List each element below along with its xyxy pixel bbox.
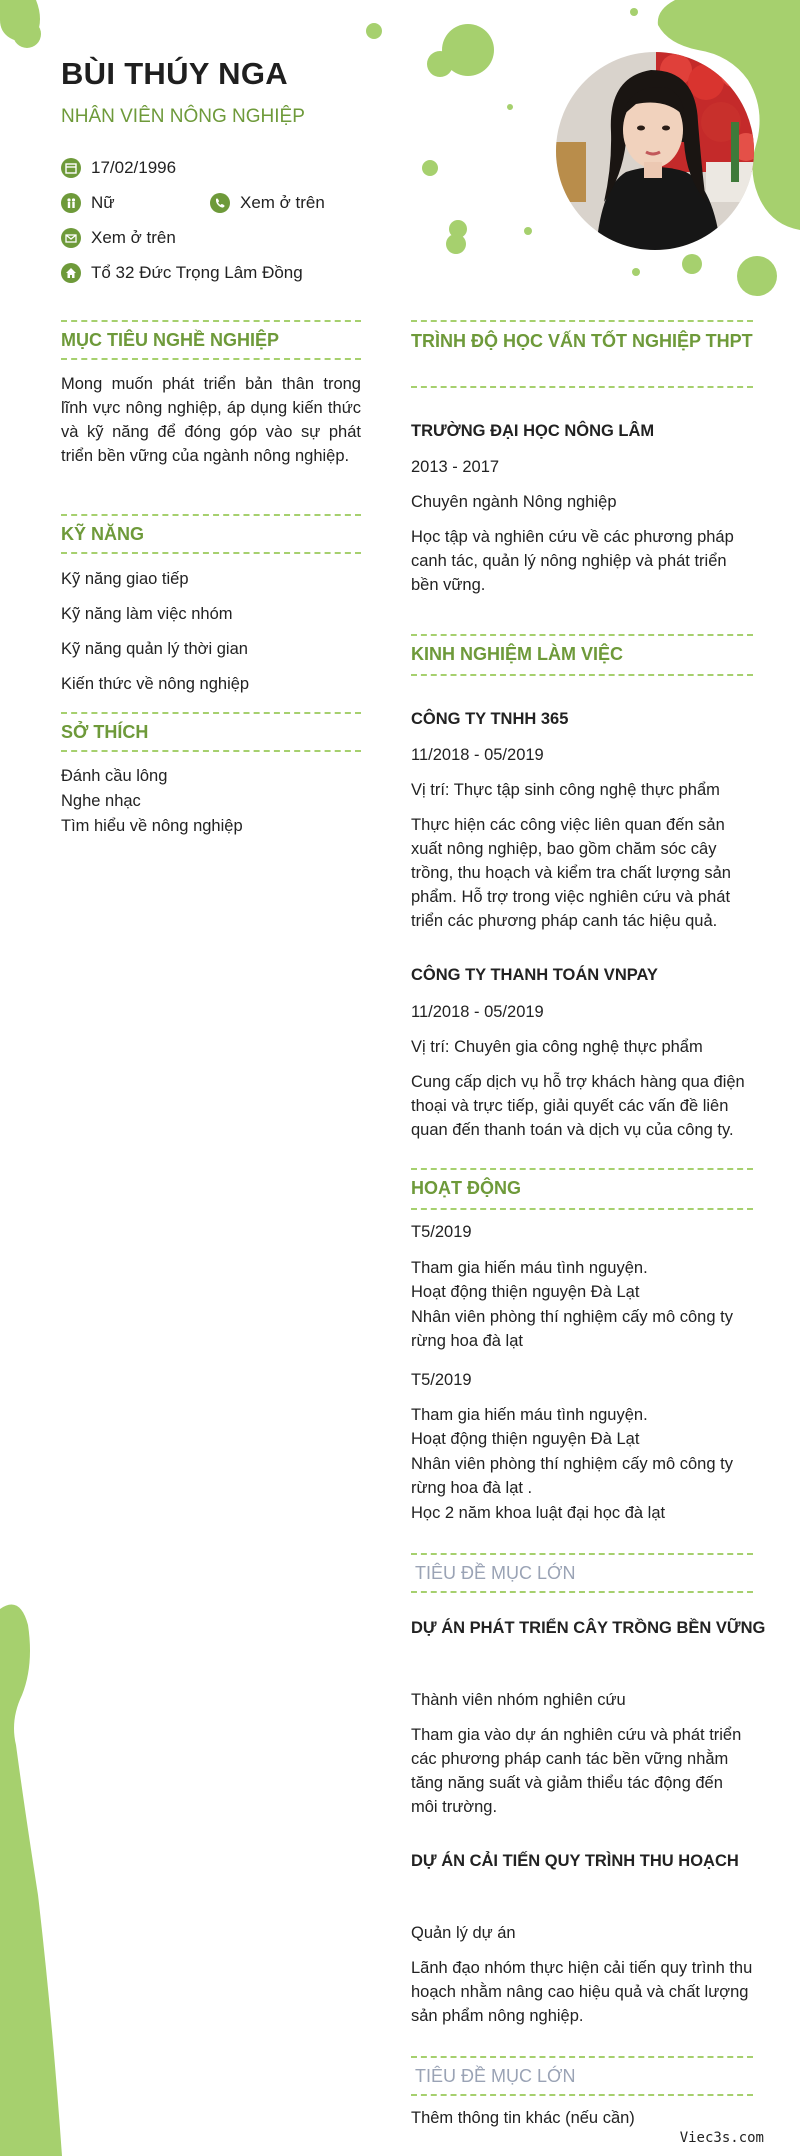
project-role: Thành viên nhóm nghiên cứu <box>411 1691 626 1709</box>
activity-line: Tham gia hiến máu tình nguyện. <box>411 1259 648 1277</box>
other-text: Thêm thông tin khác (nếu cần) <box>411 2109 635 2127</box>
watermark-text: Viec3s.com <box>679 2130 764 2146</box>
activity-line: Nhân viên phòng thí nghiệm cấy mô công ty rừng hoa đà lạt . <box>411 1455 733 1497</box>
info-address <box>61 263 303 283</box>
project-description: Tham gia vào dự án nghiên cứu và phát triển các phương pháp canh tác bền vững nhằm tăng năng suất và giảm thiểu tác động đến môi trường. <box>411 1726 742 1816</box>
skill-item: Kiến thức về nông nghiệp <box>61 675 250 693</box>
activity-line: Tham gia hiến máu tình nguyện. <box>411 1406 648 1424</box>
education-heading: TRÌNH ĐỘ HỌC VẤN TỐT NGHIỆP THPT <box>411 320 753 388</box>
info-birthday <box>61 158 176 178</box>
other-heading: TIÊU ĐỀ MỤC LỚN <box>411 2056 753 2096</box>
phone-value: Xem ở trên <box>240 193 325 212</box>
info-email <box>61 228 176 248</box>
skill-item: Kỹ năng làm việc nhóm <box>61 605 233 623</box>
job-description: Thực hiện các công việc liên quan đến sản xuất nông nghiệp, bao gồm chăm sóc cây trồng, thu hoạch và kiểm tra chất lượng sản phẩm. Hỗ trợ trong việc nghiên cứu và phát triển các phương pháp canh tác hiệu quả. <box>411 816 731 930</box>
projects-heading: TIÊU ĐỀ MỤC LỚN <box>411 1553 753 1593</box>
email-value: Xem ở trên <box>91 228 176 247</box>
experience-heading: KINH NGHIỆM LÀM VIỆC <box>411 634 753 676</box>
hobby-item: Nghe nhạc <box>61 792 141 810</box>
hobby-item: Tìm hiểu về nông nghiệp <box>61 817 243 835</box>
gender-icon <box>61 193 81 213</box>
info-gender <box>61 193 115 213</box>
job-title: NHÂN VIÊN NÔNG NGHIỆP <box>61 106 305 127</box>
job-period: 11/2018 - 05/2019 <box>411 1003 544 1021</box>
candidate-name: BÙI THÚY NGA <box>61 56 288 91</box>
job-description: Cung cấp dịch vụ hỗ trợ khách hàng qua điện thoại và trực tiếp, giải quyết các vấn đề liên quan đến thanh toán và dịch vụ của công ty. <box>411 1073 745 1139</box>
hobbies-heading: SỞ THÍCH <box>61 712 361 752</box>
calendar-icon <box>61 158 81 178</box>
activity-line: Nhân viên phòng thí nghiệm cấy mô công ty rừng hoa đà lạt <box>411 1308 733 1350</box>
education-school: TRƯỜNG ĐẠI HỌC NÔNG LÂM <box>411 422 655 440</box>
home-icon <box>61 263 81 283</box>
activity-line: Hoạt động thiện nguyện Đà Lạt <box>411 1283 640 1301</box>
job-company: CÔNG TY THANH TOÁN VNPAY <box>411 966 658 984</box>
decor-left-bottom-blob <box>0 1595 70 2156</box>
activity-period: T5/2019 <box>411 1223 472 1241</box>
job-company: CÔNG TY TNHH 365 <box>411 710 569 728</box>
project-name: DỰ ÁN CẢI TIẾN QUY TRÌNH THU HOẠCH <box>411 1852 739 1870</box>
profile-photo <box>556 52 754 250</box>
job-period: 11/2018 - 05/2019 <box>411 746 544 764</box>
skill-item: Kỹ năng giao tiếp <box>61 570 189 588</box>
birthday-value: 17/02/1996 <box>91 158 177 177</box>
mail-icon <box>61 228 81 248</box>
hobby-item: Đánh cầu lông <box>61 767 168 785</box>
decor-top-left-blob <box>0 0 60 60</box>
activity-period: T5/2019 <box>411 1371 472 1389</box>
education-description: Học tập và nghiên cứu về các phương pháp canh tác, quản lý nông nghiệp và phát triển bền vững. <box>411 528 734 594</box>
job-position: Vị trí: Chuyên gia công nghệ thực phẩm <box>411 1038 703 1056</box>
activity-line: Học 2 năm khoa luật đại học đà lạt <box>411 1504 666 1522</box>
activities-heading: HOẠT ĐỘNG <box>411 1168 753 1210</box>
gender-value: Nữ <box>91 193 115 212</box>
education-period: 2013 - 2017 <box>411 458 500 476</box>
phone-icon <box>210 193 230 213</box>
activity-line: Hoạt động thiện nguyện Đà Lạt <box>411 1430 640 1448</box>
objective-text: Mong muốn phát triển bản thân trong lĩnh vực nông nghiệp, áp dụng kiến thức và kỹ năng để đóng góp vào sự phát triển bền vững của ngành nông nghiệp. <box>61 375 361 465</box>
project-name: DỰ ÁN PHÁT TRIỂN CÂY TRỒNG BỀN VỮNG <box>411 1619 766 1637</box>
address-value: Tổ 32 Đức Trọng Lâm Đồng <box>91 263 303 282</box>
project-role: Quản lý dự án <box>411 1924 516 1942</box>
info-phone <box>210 193 325 213</box>
skill-item: Kỹ năng quản lý thời gian <box>61 640 248 658</box>
education-major: Chuyên ngành Nông nghiệp <box>411 493 617 511</box>
job-position: Vị trí: Thực tập sinh công nghệ thực phẩm <box>411 781 720 799</box>
objective-heading: MỤC TIÊU NGHỀ NGHIỆP <box>61 320 361 360</box>
skills-heading: KỸ NĂNG <box>61 514 361 554</box>
project-description: Lãnh đạo nhóm thực hiện cải tiến quy trình thu hoạch nhằm nâng cao hiệu quả và chất lượng sản phẩm nông nghiệp. <box>411 1959 753 2025</box>
